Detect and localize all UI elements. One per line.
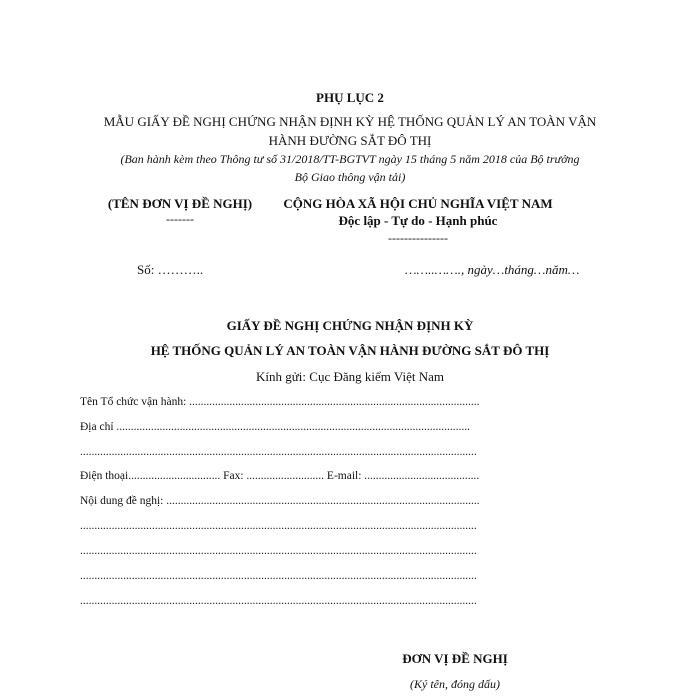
contact-line: Điện thoại................................ Fax: ........................... E-mail: ........................................	[80, 470, 480, 482]
appendix-label: PHỤ LỤC 2	[316, 90, 384, 105]
blank-line: ..........................................................................................................................................	[80, 545, 477, 557]
org-name: (TÊN ĐƠN VỊ ĐỀ NGHỊ)	[107, 196, 253, 211]
document-date: ……..……., ngày…tháng…năm…	[405, 262, 580, 277]
issued-note-line1: (Ban hành kèm theo Thông tư số 31/2018/TT-BGTVT ngày 15 tháng 5 năm 2018 của Bộ trưởng	[120, 152, 580, 166]
blank-line: ..........................................................................................................................................	[80, 520, 477, 532]
motto-separator: ---------------	[388, 231, 448, 245]
signature-note: (Ký tên, đóng dấu)	[410, 677, 500, 691]
signature-title: ĐƠN VỊ ĐỀ NGHỊ	[402, 651, 508, 666]
blank-line: ..........................................................................................................................................	[80, 570, 477, 582]
recipient: Kính gửi: Cục Đăng kiểm Việt Nam	[256, 369, 444, 384]
nation-name: CỘNG HÒA XÃ HỘI CHỦ NGHĨA VIỆT NAM	[283, 196, 553, 211]
address-line: Địa chỉ ...........................................................................................................................	[80, 421, 471, 433]
issued-note-line2: Bộ Giao thông vận tải)	[294, 170, 406, 184]
form-title-line1: MẪU GIẤY ĐỀ NGHỊ CHỨNG NHẬN ĐỊNH KỲ HỆ THỐNG QUẢN LÝ AN TOÀN VẬN	[103, 114, 597, 129]
operator-name-line: Tên Tổ chức vận hành: .....................................................................................................	[80, 396, 480, 408]
nation-motto: Độc lập - Tự do - Hạnh phúc	[338, 213, 498, 228]
request-content-line: Nội dung đề nghị: .............................................................................................................	[80, 495, 480, 507]
blank-line: ..........................................................................................................................................	[80, 446, 477, 458]
document-title-line1: GIẤY ĐỀ NGHỊ CHỨNG NHẬN ĐỊNH KỲ	[226, 318, 474, 333]
org-separator: -------	[166, 212, 194, 226]
blank-line: ..........................................................................................................................................	[80, 595, 477, 607]
form-title-line2: HÀNH ĐƯỜNG SẮT ĐÔ THỊ	[268, 133, 432, 148]
document-title-line2: HỆ THỐNG QUẢN LÝ AN TOÀN VẬN HÀNH ĐƯỜNG SẮT ĐÔ THỊ	[150, 343, 550, 358]
document-number: Số: ………..	[137, 262, 204, 277]
